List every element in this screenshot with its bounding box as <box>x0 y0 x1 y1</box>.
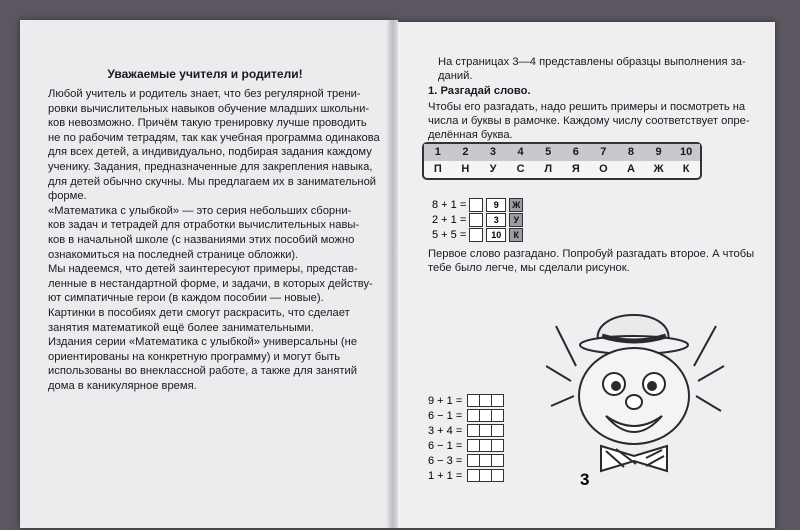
left-text-line: ков невозможно. Причём такую тренировку лучше проводить <box>48 117 367 130</box>
exercise-expression: 1 + 1 = <box>428 469 463 482</box>
exercise-answer-box[interactable] <box>491 394 504 407</box>
cipher-number: 6 <box>562 144 590 161</box>
left-text-line: форме. <box>48 190 87 203</box>
left-text-line: не по рабочим тетрадям, так как учебная программа одинакова <box>48 131 380 144</box>
cipher-number: 4 <box>507 144 535 161</box>
exercise-row <box>428 453 504 468</box>
cipher-table <box>422 142 702 180</box>
left-text-line: использованы во внеклассной работе, а также для занятий <box>48 365 357 378</box>
answer-letter: Ж <box>509 198 523 212</box>
answer-number: 3 <box>486 213 506 227</box>
cipher-letter: Н <box>461 163 470 175</box>
cipher-letters-row <box>424 161 700 178</box>
left-text-line: ориентированы на конкретную программу) и могут быть <box>48 350 341 363</box>
cipher-number: 9 <box>645 144 673 161</box>
answer-number: 10 <box>486 228 506 242</box>
left-text-line: для детей обычно скучны. Мы предлагаем их в занимательной <box>48 175 377 188</box>
cipher-number: 5 <box>534 144 562 161</box>
solved-example <box>432 213 523 227</box>
left-text-line: для всех детей, а индивидуально, подбирая задания каждому <box>48 146 372 159</box>
exercise-expression: 9 + 1 = <box>428 394 463 407</box>
exercise-answer-box[interactable] <box>491 409 504 422</box>
left-heading: Уважаемые учителя и родители! <box>107 67 303 81</box>
exercise-row <box>428 423 504 438</box>
left-text-line: ют симпатичные герои (в каждом пособии — новые). <box>48 292 324 305</box>
cipher-letter: А <box>626 163 635 175</box>
task-text-line: числа и буквы в рамочке. Каждому числу соответствует опре- <box>428 115 750 127</box>
cipher-letter: У <box>489 163 497 175</box>
exercise-row <box>428 393 504 408</box>
cipher-numbers-row <box>424 144 700 161</box>
intro-line: На страницах 3—4 представлены образцы выполнения за- <box>438 56 746 68</box>
left-text-line: Любой учитель и родитель знает, что без регулярной трени- <box>48 88 361 100</box>
answer-box <box>469 228 483 242</box>
cipher-letter: Л <box>544 163 553 175</box>
cipher-letter: П <box>433 163 442 175</box>
intro-line: даний. <box>438 70 473 82</box>
left-text-line: Мы надеемся, что детей заинтересуют примеры, представ- <box>48 263 358 276</box>
exercise-expression: 3 + 4 = <box>428 424 463 437</box>
exercise-answer-box[interactable] <box>491 454 504 467</box>
cipher-letter: К <box>682 163 690 175</box>
answer-letter: У <box>509 213 523 227</box>
cipher-letter: Ж <box>653 163 664 175</box>
exercise-grid <box>428 393 504 483</box>
task-title: 1. Разгадай слово. <box>428 85 531 97</box>
second-text-line: Первое слово разгадано. Попробуй разгадать второе. А чтобы <box>428 248 755 260</box>
left-text-line: ленные в нестандартной форме, и задачи, в которых действу- <box>48 277 373 290</box>
cipher-number: 7 <box>590 144 618 161</box>
example-expression: 2 + 1 = <box>432 214 467 226</box>
clown-illustration <box>546 286 726 476</box>
cipher-letter: Я <box>571 163 580 175</box>
book-spine <box>388 20 398 528</box>
left-text-line: «Математика с улыбкой» — это серия небольших сборни- <box>48 204 352 217</box>
task-text-line: делённая буква. <box>428 129 513 141</box>
page-number: 3 <box>580 470 590 489</box>
exercise-answer-box[interactable] <box>491 469 504 482</box>
exercise-expression: 6 − 1 = <box>428 439 463 452</box>
exercise-expression: 6 − 3 = <box>428 454 463 467</box>
solved-example <box>432 198 523 212</box>
second-text-line: тебе было легче, мы сделали рисунок. <box>428 262 630 274</box>
cipher-number: 8 <box>617 144 645 161</box>
example-expression: 8 + 1 = <box>432 199 467 211</box>
answer-box <box>469 198 483 212</box>
left-text-line: ков задач и тетрадей для отработки вычислительных навы- <box>48 219 360 232</box>
answer-box <box>469 213 483 227</box>
cipher-number: 3 <box>479 144 507 161</box>
example-expression: 5 + 5 = <box>432 229 467 241</box>
left-text-line: ровки вычислительных навыков обучение младших школьни- <box>48 102 370 115</box>
exercise-row <box>428 438 504 453</box>
left-text-line: Издания серии «Математика с улыбкой» универсальны (не <box>48 336 358 349</box>
cipher-letter: С <box>516 163 525 175</box>
cipher-number: 1 <box>424 144 452 161</box>
left-text-line: Картинки в пособиях дети смогут раскрасить, что сделает <box>48 307 350 319</box>
exercise-expression: 6 − 1 = <box>428 409 463 422</box>
solved-example <box>432 228 523 242</box>
task-text-line: Чтобы его разгадать, надо решить примеры и посмотреть на <box>428 101 746 113</box>
answer-letter: К <box>509 228 523 242</box>
cipher-number: 10 <box>672 144 700 161</box>
left-text-line: ков в начальной школе (с названиями этих пособий можно <box>48 234 355 246</box>
left-text-line: ученику. Задания, предназначенные для закрепления навыка, <box>48 161 373 173</box>
left-text-line: занятия математикой ещё более занимательными. <box>48 321 314 334</box>
exercise-answer-box[interactable] <box>491 439 504 452</box>
cipher-letter: О <box>599 163 608 175</box>
left-text-line: дома в каникулярное время. <box>48 380 197 392</box>
answer-number: 9 <box>486 198 506 212</box>
exercise-answer-box[interactable] <box>491 424 504 437</box>
exercise-row <box>428 408 504 423</box>
cipher-number: 2 <box>452 144 480 161</box>
exercise-row <box>428 468 504 483</box>
left-text-line: ознакомиться на последней странице обложки). <box>48 248 299 261</box>
